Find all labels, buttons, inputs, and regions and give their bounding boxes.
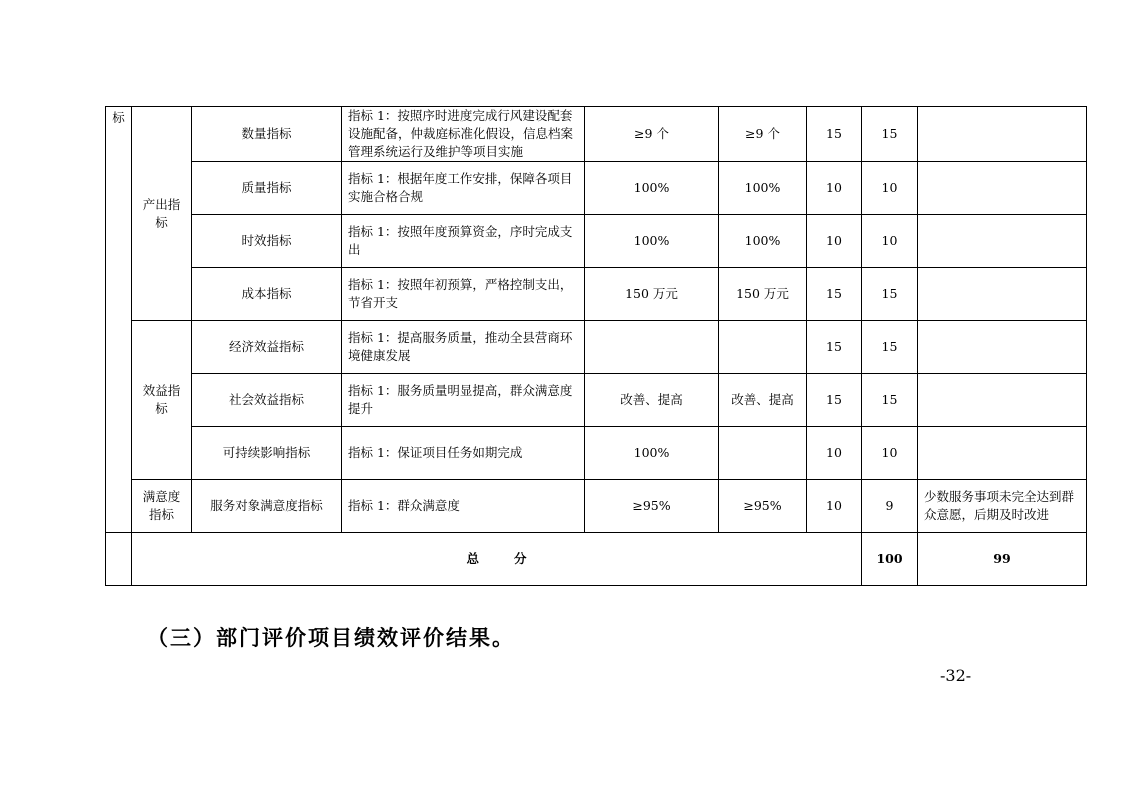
table-row <box>106 215 1087 268</box>
target-cell: ≥9 个 <box>585 107 719 162</box>
indicator-cell: 数量指标 <box>192 107 342 162</box>
table-row <box>106 480 1087 533</box>
note-cell <box>918 215 1087 268</box>
indicator-cell: 经济效益指标 <box>192 321 342 374</box>
note-cell <box>918 107 1087 162</box>
description-cell: 指标 1：按照年初预算，严格控制支出，节省开支 <box>342 268 585 321</box>
weight-cell: 10 <box>807 162 862 215</box>
score-cell: 15 <box>862 268 918 321</box>
weight-cell: 15 <box>807 268 862 321</box>
actual-cell: 150 万元 <box>719 268 807 321</box>
indicator-cell: 服务对象满意度指标 <box>192 480 342 533</box>
performance-table <box>105 106 1087 586</box>
total-label-b: 分 <box>514 551 527 566</box>
note-cell <box>918 374 1087 427</box>
table-row <box>106 268 1087 321</box>
target-cell <box>585 321 719 374</box>
score-cell: 15 <box>862 321 918 374</box>
target-cell: 150 万元 <box>585 268 719 321</box>
score-cell: 10 <box>862 215 918 268</box>
table-row <box>106 321 1087 374</box>
total-score: 99 <box>918 533 1087 586</box>
weight-cell: 10 <box>807 427 862 480</box>
total-label-a: 总 <box>466 551 514 566</box>
description-cell: 指标 1：根据年度工作安排，保障各项目实施合格合规 <box>342 162 585 215</box>
target-cell: 100% <box>585 162 719 215</box>
indicator-cell: 时效指标 <box>192 215 342 268</box>
note-cell <box>918 427 1087 480</box>
note-cell <box>918 268 1087 321</box>
actual-cell <box>719 427 807 480</box>
weight-cell: 10 <box>807 215 862 268</box>
weight-cell: 10 <box>807 480 862 533</box>
target-cell: 改善、提高 <box>585 374 719 427</box>
actual-cell: 100% <box>719 215 807 268</box>
target-cell: ≥95% <box>585 480 719 533</box>
actual-cell: ≥9 个 <box>719 107 807 162</box>
description-cell: 指标 1：保证项目任务如期完成 <box>342 427 585 480</box>
indicator-cell: 社会效益指标 <box>192 374 342 427</box>
score-cell: 10 <box>862 427 918 480</box>
first-level-label: 标 <box>106 107 132 533</box>
score-cell: 9 <box>862 480 918 533</box>
target-cell: 100% <box>585 427 719 480</box>
group-benefit: 效益指标 <box>132 321 192 480</box>
indicator-cell: 质量指标 <box>192 162 342 215</box>
table-row <box>106 374 1087 427</box>
description-cell: 指标 1：提高服务质量，推动全县营商环境健康发展 <box>342 321 585 374</box>
section-heading: （三）部门评价项目绩效评价结果。 <box>147 626 515 650</box>
total-weight: 100 <box>862 533 918 586</box>
total-label <box>132 533 862 586</box>
weight-cell: 15 <box>807 107 862 162</box>
note-cell <box>918 162 1087 215</box>
group-output: 产出指标 <box>132 107 192 321</box>
description-cell: 指标 1：按照序时进度完成行风建设配套设施配备，仲裁庭标准化假设，信息档案管理系统运行及维护等项目实施 <box>342 107 585 162</box>
weight-cell: 15 <box>807 374 862 427</box>
score-cell: 10 <box>862 162 918 215</box>
group-satisfaction: 满意度指标 <box>132 480 192 533</box>
note-cell <box>918 321 1087 374</box>
actual-cell: 100% <box>719 162 807 215</box>
table-row <box>106 107 1087 162</box>
indicator-cell: 成本指标 <box>192 268 342 321</box>
page-number: -32- <box>940 666 972 685</box>
total-row <box>106 533 1087 586</box>
actual-cell: ≥95% <box>719 480 807 533</box>
description-cell: 指标 1：按照年度预算资金，序时完成支出 <box>342 215 585 268</box>
score-cell: 15 <box>862 374 918 427</box>
description-cell: 指标 1：群众满意度 <box>342 480 585 533</box>
table-row <box>106 427 1087 480</box>
actual-cell <box>719 321 807 374</box>
indicator-cell: 可持续影响指标 <box>192 427 342 480</box>
table-row <box>106 162 1087 215</box>
actual-cell: 改善、提高 <box>719 374 807 427</box>
target-cell: 100% <box>585 215 719 268</box>
description-cell: 指标 1：服务质量明显提高，群众满意度提升 <box>342 374 585 427</box>
total-empty-cell <box>106 533 132 586</box>
weight-cell: 15 <box>807 321 862 374</box>
score-cell: 15 <box>862 107 918 162</box>
note-cell: 少数服务事项未完全达到群众意愿，后期及时改进 <box>918 480 1087 533</box>
